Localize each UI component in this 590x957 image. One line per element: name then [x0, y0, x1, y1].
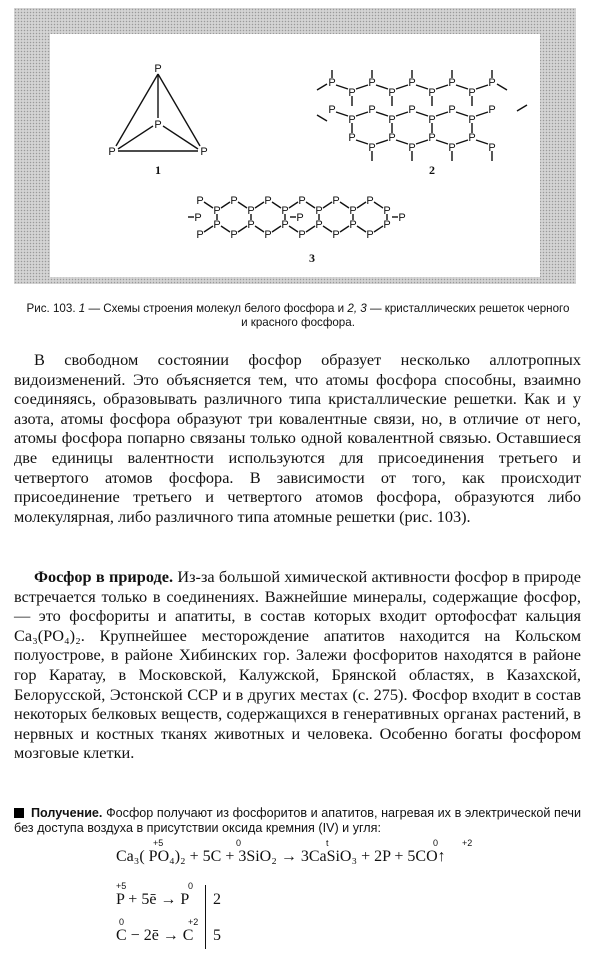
chain-atom: P	[281, 205, 289, 217]
layer-atom: P	[348, 132, 356, 144]
layer-atom: P	[448, 77, 456, 89]
bond	[317, 115, 327, 121]
bond	[497, 84, 507, 90]
bond	[158, 74, 200, 146]
bond	[221, 226, 230, 232]
bond	[116, 74, 158, 146]
layer-atom: P	[428, 87, 436, 99]
layer-atom: P	[428, 114, 436, 126]
tetrahedron-atom: P	[108, 146, 116, 158]
bond	[436, 140, 448, 144]
bond	[416, 140, 428, 144]
figure-caption: Рис. 103. 1 — Схемы строения молекул белого фосфора и 2, 3 — кристаллических решеток черного и красного фосфора.	[26, 302, 570, 329]
chain-atom: P	[230, 195, 238, 207]
bond	[118, 126, 153, 149]
bond	[376, 85, 388, 89]
chain-atom: P	[315, 205, 323, 217]
bond	[163, 126, 198, 149]
chain-atom: P	[230, 229, 238, 241]
bond	[336, 112, 348, 116]
bond	[476, 112, 488, 116]
chain-atom: P	[264, 195, 272, 207]
bond	[374, 202, 383, 208]
layer-atom: P	[388, 132, 396, 144]
tetrahedron-atom: P	[200, 146, 208, 158]
bond	[255, 226, 264, 232]
figure-panel	[50, 34, 540, 277]
chain-atom: P	[281, 219, 289, 231]
bond	[456, 140, 468, 144]
bond	[396, 85, 408, 89]
bond	[323, 202, 332, 208]
chain-atom: P	[298, 229, 306, 241]
layer-atom: P	[468, 87, 476, 99]
bond	[456, 85, 468, 89]
bond	[204, 202, 213, 208]
layer-atom: P	[368, 142, 376, 154]
figure-label-3: 3	[309, 251, 315, 265]
bond	[336, 85, 348, 89]
bond	[416, 85, 428, 89]
bond	[356, 140, 368, 144]
section-marker-icon	[14, 808, 24, 818]
chain-atom: P	[366, 195, 374, 207]
bond	[306, 226, 315, 232]
bond	[396, 140, 408, 144]
chain-atom: P	[213, 205, 221, 217]
bond	[476, 140, 488, 144]
chain-atom: P	[247, 219, 255, 231]
bridge-atom: P	[296, 212, 304, 224]
chain-atom: P	[349, 219, 357, 231]
figure-label-2: 2	[429, 163, 435, 177]
bond	[356, 85, 368, 89]
layer-atom: P	[428, 132, 436, 144]
layer-atom: P	[408, 142, 416, 154]
layer-atom: P	[448, 104, 456, 116]
bond	[456, 112, 468, 116]
layer-atom: P	[408, 104, 416, 116]
bond	[255, 202, 264, 208]
bond	[416, 112, 428, 116]
chain-atom: P	[366, 229, 374, 241]
tetrahedron-atom: P	[154, 63, 162, 75]
chain-atom: P	[383, 205, 391, 217]
chain-atom: P	[315, 219, 323, 231]
bond	[376, 140, 388, 144]
chain-atom: P	[196, 195, 204, 207]
balance-divider	[205, 885, 206, 949]
layer-atom: P	[388, 87, 396, 99]
paragraph-phosphorus-in-nature: Фосфор в природе. Из-за большой химической активности фосфор в природе встречается только в соединениях. Важнейшие минералы, содержащие фосфор, — это фосфориты и апатиты, в состав которых входит ортофосфат кальция Ca₃(PO₄)₂. Крупнейшее месторождение апатитов находится на Кольском полуострове, в районе Хибинских гор. Залежи фосфоритов находятся в районе гор Каратау, в Московской, Калужской, Брянской областях, в Казахской, Белорусской, Эстонской ССР и в других местах (с. 275). Фосфор входит в состав некоторых белковых веществ, содержащихся в генеративных органах растений, в нервных и костных тканях животных и человека. Особенно богаты фосфором мозговые клетки.	[14, 567, 582, 763]
bond	[374, 226, 383, 232]
bond	[340, 202, 349, 208]
bond	[289, 226, 298, 232]
layer-atom: P	[488, 104, 496, 116]
phosphorus-structures-drawing	[50, 34, 540, 277]
layer-atom: P	[468, 132, 476, 144]
chain-atom: P	[349, 205, 357, 217]
chain-atom: P	[383, 219, 391, 231]
layer-atom: P	[448, 142, 456, 154]
bond	[340, 226, 349, 232]
chain-atom: P	[332, 229, 340, 241]
bond	[323, 226, 332, 232]
bond	[357, 226, 366, 232]
bond	[272, 226, 281, 232]
bridge-atom: P	[398, 212, 406, 224]
bond	[376, 112, 388, 116]
bond	[272, 202, 281, 208]
chain-atom: P	[196, 229, 204, 241]
bond	[221, 202, 230, 208]
bond	[306, 202, 315, 208]
layer-atom: P	[468, 114, 476, 126]
paragraph-production: Получение. Фосфор получают из фосфоритов и апатитов, нагревая их в электрической печи без доступа воздуха в присутствии оксида кремния (IV) и угля:	[14, 806, 582, 835]
bond	[357, 202, 366, 208]
layer-atom: P	[388, 114, 396, 126]
layer-atom: P	[488, 142, 496, 154]
chain-atom: P	[247, 205, 255, 217]
bond	[436, 112, 448, 116]
layer-atom: P	[348, 114, 356, 126]
bond	[476, 85, 488, 89]
bond	[238, 202, 247, 208]
figure-frame	[14, 8, 576, 284]
bond	[396, 112, 408, 116]
layer-atom: P	[408, 77, 416, 89]
bridge-atom: P	[194, 212, 202, 224]
layer-atom: P	[488, 77, 496, 89]
bond	[204, 226, 213, 232]
bond	[436, 85, 448, 89]
bond	[317, 84, 327, 90]
layer-atom: P	[368, 77, 376, 89]
layer-atom: P	[328, 77, 336, 89]
chain-atom: P	[332, 195, 340, 207]
chain-atom: P	[213, 219, 221, 231]
tetrahedron-atom: P	[154, 119, 162, 131]
chain-atom: P	[298, 195, 306, 207]
bond	[238, 226, 247, 232]
figure-label-1: 1	[155, 163, 161, 177]
chain-atom: P	[264, 229, 272, 241]
bond	[517, 105, 527, 111]
bond	[356, 112, 368, 116]
layer-atom: P	[328, 104, 336, 116]
layer-atom: P	[368, 104, 376, 116]
layer-atom: P	[348, 87, 356, 99]
bond	[289, 202, 298, 208]
paragraph-allotropes: В свободном состоянии фосфор образует несколько аллотропных видоизменений. Это объясняется тем, что атомы фосфора способны, взаимно соединяясь, образовывать различного типа кристаллические решетки. Как и у азота, атомы фосфора образуют три ковалентные связи, но, в отличие от него, атомы фосфора попарно связаны только одной ковалентной связью. Оставшиеся две единицы валентности используются для присоединения третьего и четвертого атомов фосфора. В зависимости от того, как происходит присоединение третьего и четвертого атомов фосфора, образуются либо молекулярная, либо различного типа атомные решетки (рис. 103).	[14, 350, 581, 526]
